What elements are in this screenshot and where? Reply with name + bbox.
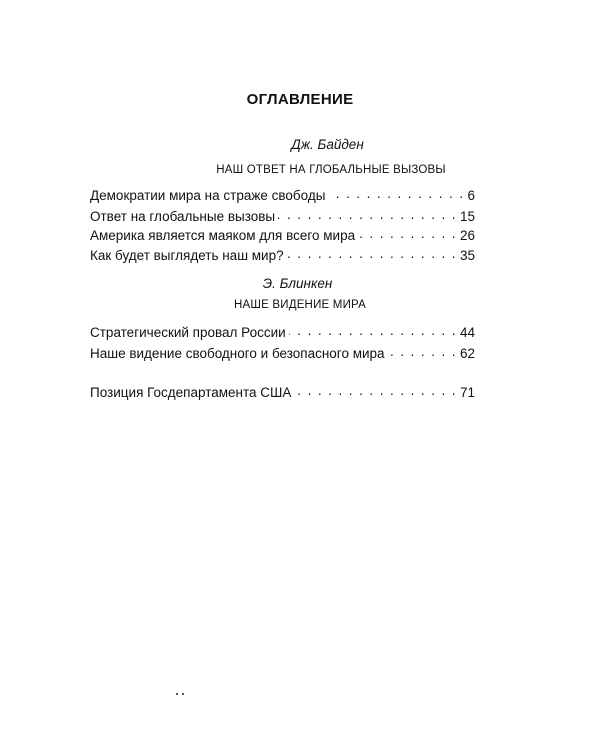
toc-entry[interactable] — [90, 186, 475, 203]
toc-entry-title: Ответ на глобальные вызовы — [90, 208, 276, 224]
toc-entry-page: 15 — [459, 208, 475, 224]
dot-leader — [287, 246, 457, 260]
toc-entry-title: Америка является маяком для всего мира — [90, 227, 356, 243]
toc-entry-title: Наше видение свободного и безопасного мира — [90, 345, 385, 361]
toc-entry-page: 35 — [459, 247, 475, 263]
toc-entry-page: 71 — [459, 384, 475, 400]
toc-entry-title: Позиция Госдепартамента США — [90, 384, 292, 400]
toc-entry[interactable] — [90, 246, 475, 263]
dot-leader — [358, 226, 457, 240]
dot-leader — [278, 207, 457, 221]
dot-leader — [388, 344, 457, 358]
dot-leader — [289, 323, 457, 337]
toc-entry-title: Стратегический провал России — [90, 324, 286, 340]
part-heading: НАШЕ ВИДЕНИЕ МИРА — [233, 299, 367, 311]
toc-entry[interactable] — [90, 383, 475, 400]
toc-entry[interactable] — [90, 323, 475, 340]
dot-leader — [328, 186, 464, 200]
toc-entry-page: 62 — [459, 345, 475, 361]
toc-entry[interactable] — [90, 226, 475, 243]
part-author: Э. Блинкен — [262, 276, 333, 291]
toc-entry-title: Как будет выглядеть наш мир? — [90, 247, 284, 263]
page-title: ОГЛАВЛЕНИЕ — [246, 91, 354, 108]
scan-speck — [176, 682, 190, 684]
toc-entry[interactable] — [90, 344, 475, 361]
toc-entry[interactable] — [90, 207, 475, 224]
part-author: Дж. Байден — [291, 137, 364, 152]
part-heading: НАШ ОТВЕТ НА ГЛОБАЛЬНЫЕ ВЫЗОВЫ — [216, 164, 446, 176]
dot-leader — [294, 383, 457, 397]
toc-entry-page: 26 — [459, 227, 475, 243]
toc-entry-title: Демократии мира на страже свободы — [90, 187, 326, 203]
toc-entry-page: 44 — [459, 324, 475, 340]
toc-entry-page: 6 — [467, 187, 475, 203]
